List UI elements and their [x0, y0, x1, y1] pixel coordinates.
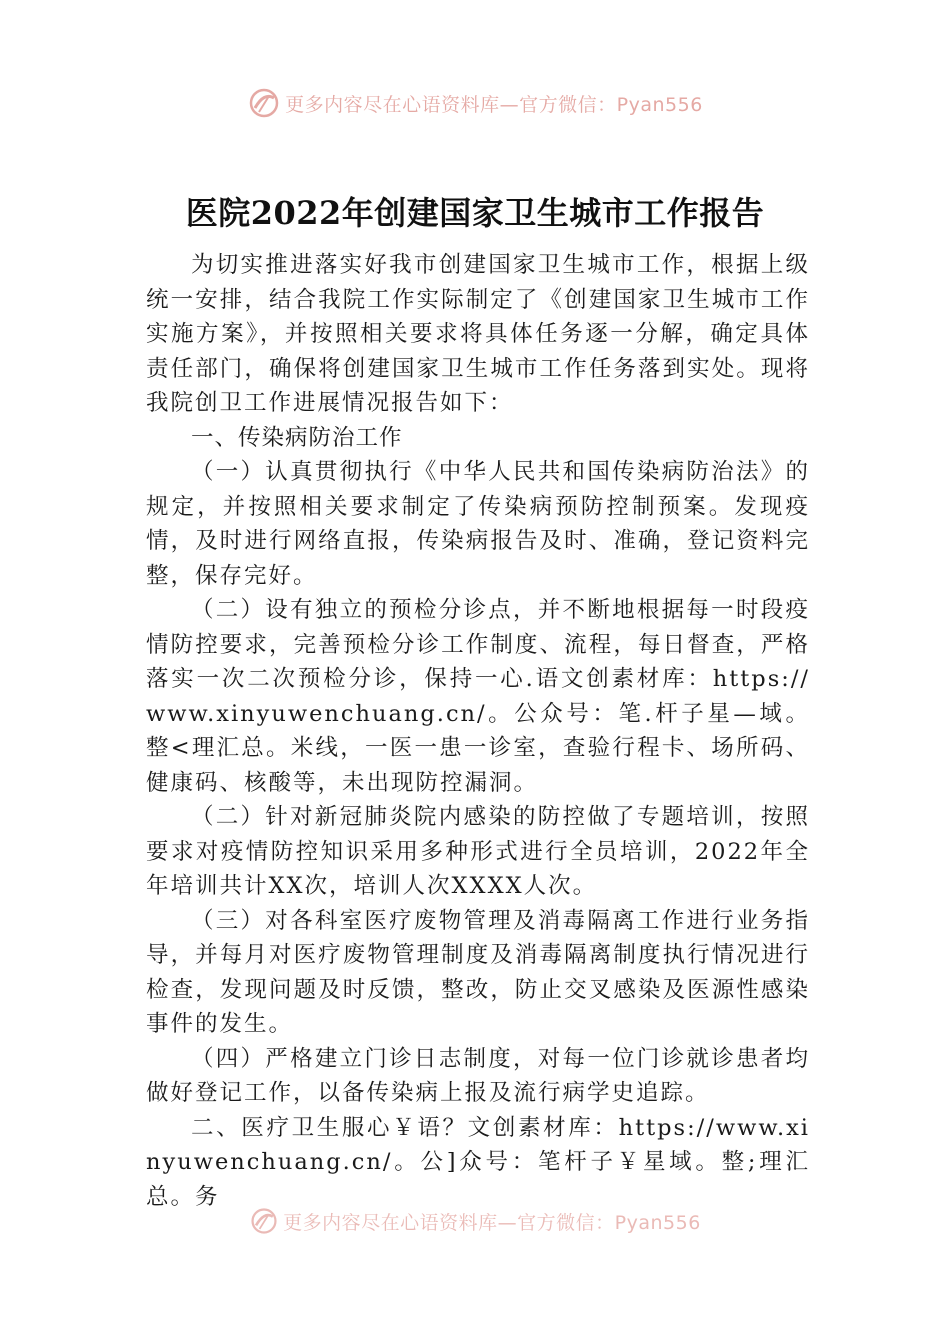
watermark-footer — [0, 1206, 950, 1236]
document-body — [146, 248, 810, 1214]
section-heading-2: 二、医疗卫生服心￥语？文创素材库：https://www.xinyuwenchuang.cn/。公]众号：笔杆子￥星域。整;理汇总。务 — [146, 1114, 810, 1210]
logo-icon — [247, 86, 281, 120]
body-paragraph: （二）设有独立的预检分诊点，并不断地根据每一时段疫情防控要求，完善预检分诊工作制度、流程，每日督查，严格落实一次二次预检分诊，保持一心.语文创素材库：https://www.xinyuwenchuang.cn/。公众号：笔.杆子星—域。整<理汇总。米线，一医一患一诊室，查验行程卡、场所码、健康码、核酸等，未出现防控漏洞。 — [146, 597, 810, 796]
document-title: 医院2022年创建国家卫生城市工作报告 — [185, 194, 765, 232]
body-paragraph: （三）对各科室医疗废物管理及消毒隔离工作进行业务指导，并每月对医疗废物管理制度及消毒隔离制度执行情况进行检查，发现问题及时反馈，整改，防止交叉感染及医源性感染事件的发生。 — [146, 907, 810, 1037]
body-paragraph: （四）严格建立门诊日志制度，对每一位门诊就诊患者均做好登记工作，以备传染病上报及流行病学史追踪。 — [146, 1045, 810, 1106]
logo-icon — [249, 1206, 279, 1236]
section-heading: 一、传染病防治工作 — [191, 424, 403, 451]
body-paragraph: （一）认真贯彻执行《中华人民共和国传染病防治法》的规定，并按照相关要求制定了传染病预防控制预案。发现疫情，及时进行网络直报，传染病报告及时、准确，登记资料完整，保存完好。 — [146, 459, 810, 589]
body-paragraph: （二）针对新冠肺炎院内感染的防控做了专题培训，按照要求对疫情防控知识采用多种形式进行全员培训，2022年全年培训共计XX次，培训人次XXXX人次。 — [146, 804, 810, 899]
intro-paragraph: 为切实推进落实好我市创建国家卫生城市工作，根据上级统一安排，结合我院工作实际制定了《创建国家卫生城市工作实施方案》，并按照相关要求将具体任务逐一分解，确定具体责任部门，确保将创建国家卫生城市工作任务落到实处。现将我院创卫工作进展情况报告如下： — [146, 252, 810, 416]
watermark-header — [0, 86, 950, 120]
watermark-text: 更多内容尽在心语资料库—官方微信：Pyan556 — [285, 93, 703, 116]
watermark-text: 更多内容尽在心语资料库—官方微信：Pyan556 — [283, 1211, 701, 1234]
